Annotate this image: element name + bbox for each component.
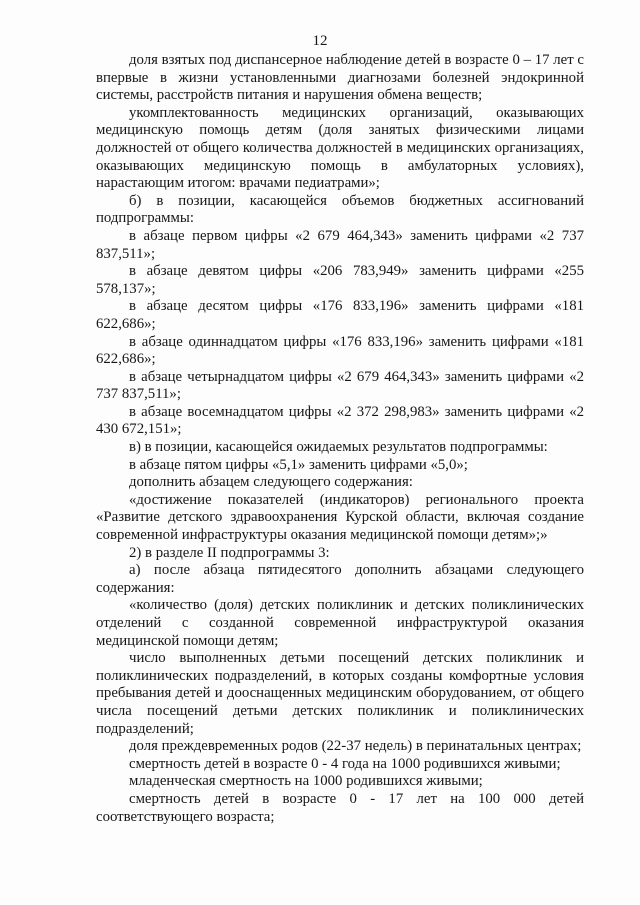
paragraph: дополнить абзацем следующего содержания:	[129, 474, 413, 491]
paragraph: в абзаце восемнадцатом цифры «2 372 298,983» заменить цифрами «2 430 672,151»;	[96, 403, 584, 438]
paragraph: «достижение показателей (индикаторов) регионального проекта «Развитие детского здравоохранения Курской области, включая создание современной инфраструктуры оказания медицинской помощи детям»;»	[96, 491, 584, 544]
paragraph: в абзаце первом цифры «2 679 464,343» заменить цифрами «2 737 837,511»;	[96, 227, 584, 262]
paragraph: 2) в разделе II подпрограммы 3:	[129, 544, 330, 561]
body-text	[96, 52, 584, 826]
paragraph: число выполненных детьми посещений детских поликлиник и поликлинических подразделений, в которых созданы комфортные условия пребывания детей и дооснащенных медицинским оборудованием, от общего числа посещений детьми детских поликлиник и поликлинических подразделений;	[96, 650, 584, 737]
paragraph: доля взятых под диспансерное наблюдение детей в возрасте 0 – 17 лет с впервые в жизни установленными диагнозами болезней эндокринной системы, расстройств питания и нарушения обмена веществ;	[96, 52, 584, 104]
paragraph: а) после абзаца пятидесятого дополнить абзацами следующего содержания:	[96, 562, 584, 596]
paragraph: укомплектованность медицинских организаций, оказывающих медицинскую помощь детям (доля занятых физическими лицами должностей от общего количества должностей в медицинских организациях, оказывающих медицинскую помощь в амбулаторных условиях), нарастающим итогом: врачами педиатрами»;	[96, 104, 584, 192]
paragraph: в) в позиции, касающейся ожидаемых результатов подпрограммы:	[129, 439, 548, 456]
paragraph: б) в позиции, касающейся объемов бюджетных ассигнований подпрограммы:	[96, 192, 584, 227]
paragraph: младенческая смертность на 1000 родившихся живыми;	[129, 773, 483, 790]
paragraph: в абзаце одиннадцатом цифры «176 833,196» заменить цифрами «181 622,686»;	[96, 333, 584, 368]
paragraph: в абзаце девятом цифры «206 783,949» заменить цифрами «255 578,137»;	[96, 263, 584, 297]
paragraph: в абзаце четырнадцатом цифры «2 679 464,343» заменить цифрами «2 737 837,511»;	[96, 368, 584, 403]
paragraph: в абзаце пятом цифры «5,1» заменить цифрами «5,0»;	[129, 456, 468, 473]
paragraph: доля преждевременных родов (22-37 недель) в перинатальных центрах;	[129, 738, 582, 755]
paragraph: смертность детей в возрасте 0 - 17 лет на 100 000 детей соответствующего возраста;	[96, 790, 584, 825]
paragraph: «количество (доля) детских поликлиник и детских поликлинических отделений с созданной современной инфраструктурой оказания медицинской помощи детям;	[96, 597, 584, 649]
paragraph: смертность детей в возрасте 0 - 4 года на 1000 родившихся живыми;	[129, 755, 561, 772]
page-number: 12	[312, 33, 328, 49]
paragraph: в абзаце десятом цифры «176 833,196» заменить цифрами «181 622,686»;	[96, 298, 584, 332]
